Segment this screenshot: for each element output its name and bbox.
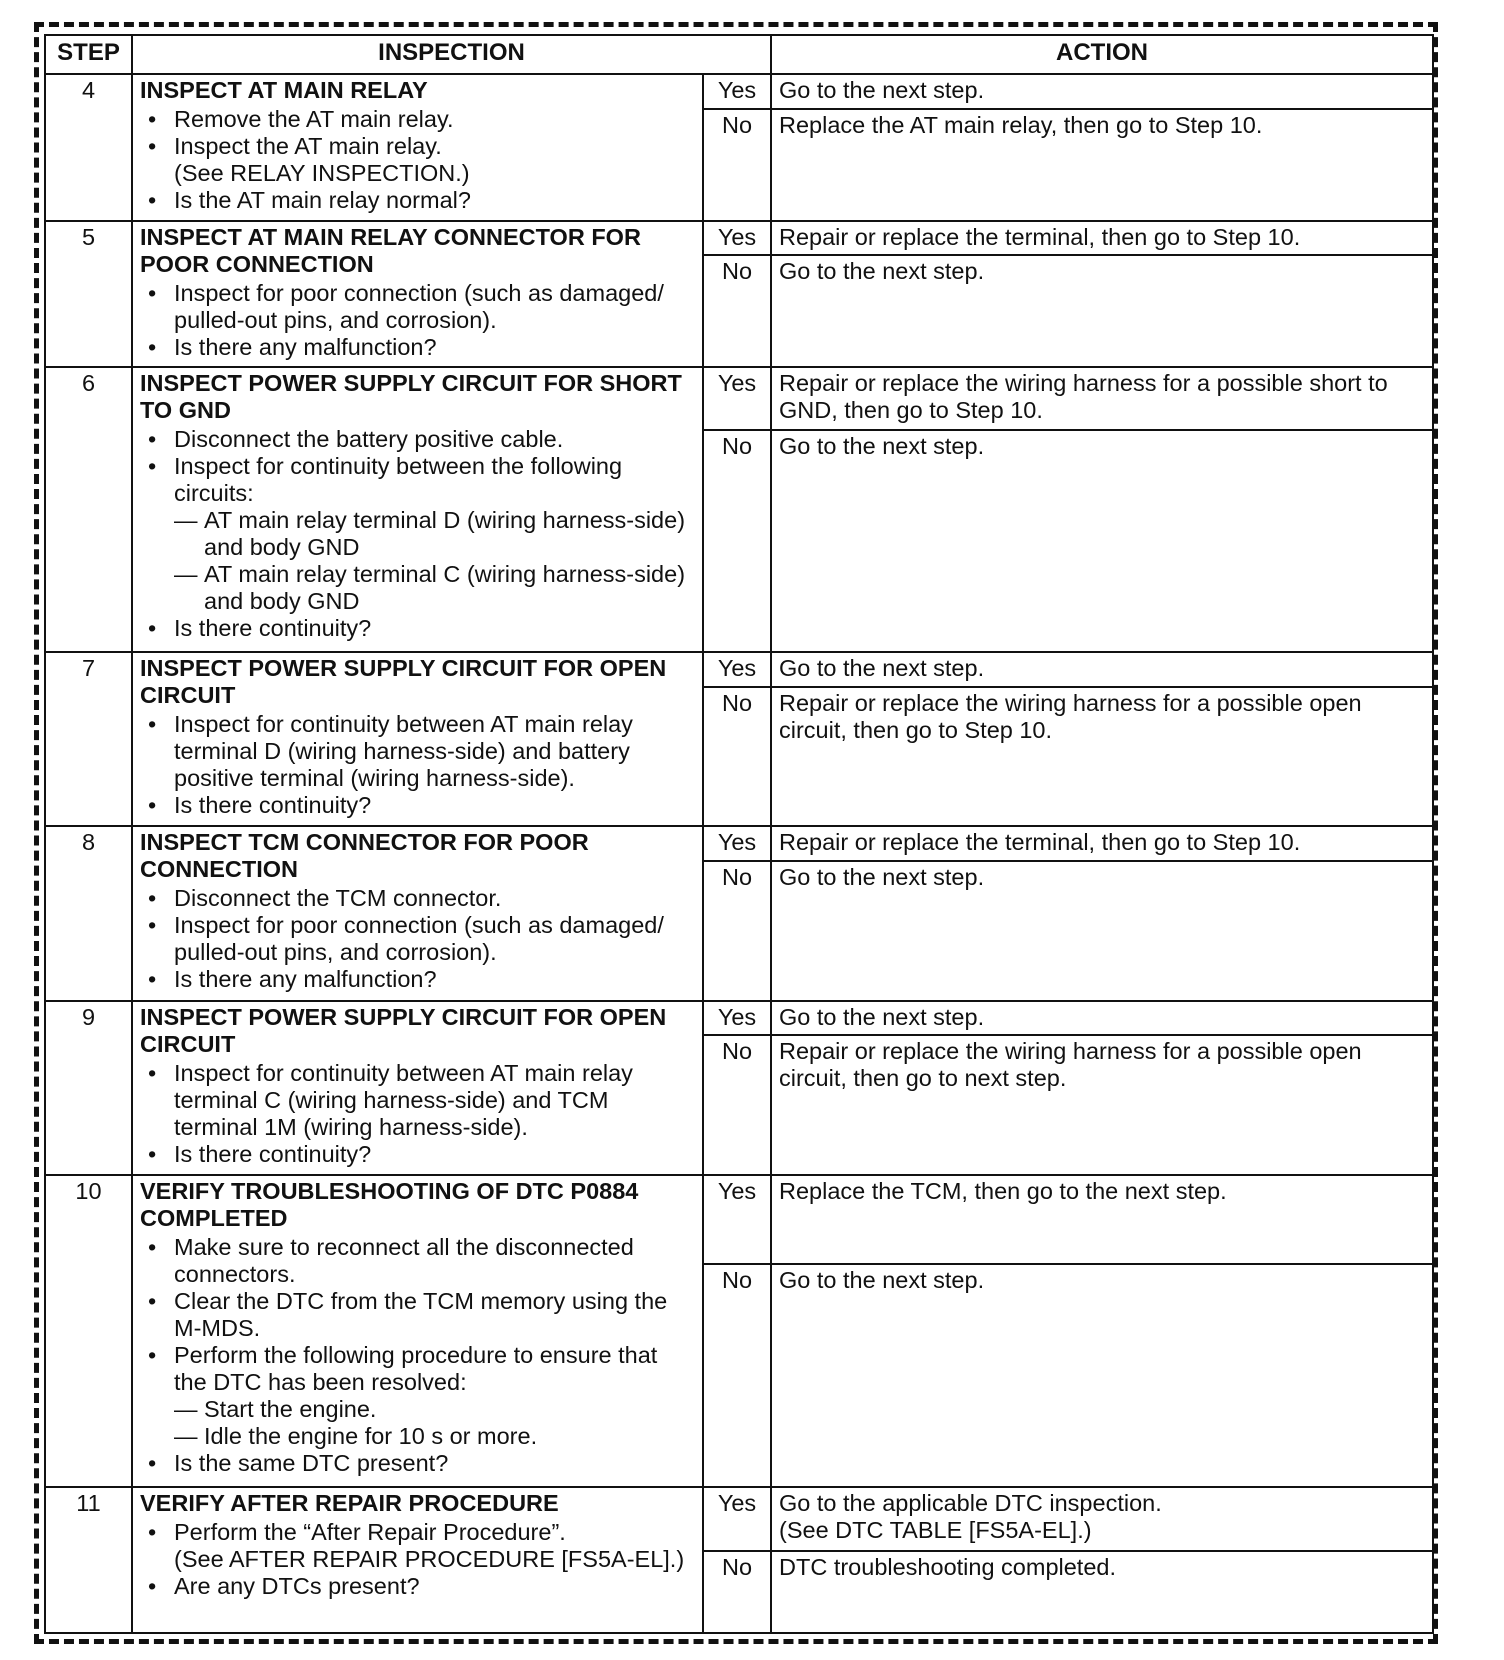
inspection-cell [132, 652, 703, 826]
no-action: Go to the next step. [771, 861, 1433, 1001]
no-action: Replace the AT main relay, then go to Step 10. [771, 109, 1433, 220]
yes-action: Go to the next step. [771, 1001, 1433, 1035]
inspection-bullet: • Clear the DTC from the TCM memory using the M-MDS. [140, 1288, 695, 1342]
sub-item: — Idle the engine for 10 s or more. [174, 1423, 695, 1450]
inspection-bullet: • Is the AT main relay normal? [140, 187, 695, 214]
inspection-bullet: • Inspect for continuity between AT main relay terminal D (wiring harness-side) and battery positive terminal (wiring harness-side). [140, 711, 695, 792]
no-action: Go to the next step. [771, 1264, 1433, 1487]
inspection-bullet [140, 1342, 695, 1450]
inspection-bullet: • Disconnect the battery positive cable. [140, 426, 695, 453]
yes-label: Yes [703, 652, 771, 687]
step-number: 8 [45, 826, 132, 1000]
yes-label: Yes [703, 74, 771, 109]
no-label: No [703, 1551, 771, 1633]
yes-label: Yes [703, 1175, 771, 1264]
no-label: No [703, 109, 771, 220]
bullet-note: (See RELAY INSPECTION.) [174, 160, 470, 186]
inspection-bullet [140, 453, 695, 615]
inspection-cell [132, 1175, 703, 1488]
inspection-title: INSPECT TCM CONNECTOR FOR POOR CONNECTION [140, 829, 589, 883]
yes-label: Yes [703, 1487, 771, 1551]
inspection-title: INSPECT AT MAIN RELAY CONNECTOR FOR POOR CONNECTION [140, 223, 641, 277]
yes-label: Yes [703, 367, 771, 430]
inspection-cell [132, 826, 703, 1000]
troubleshooting-table [44, 34, 1434, 1634]
no-label: No [703, 861, 771, 1001]
no-label: No [703, 687, 771, 826]
step-number: 4 [45, 74, 132, 221]
yes-action-text: Go to the applicable DTC inspection. [779, 1490, 1162, 1517]
step-row-8-yes [45, 826, 1433, 860]
bullet-text: • Perform the “After Repair Procedure”. [174, 1519, 566, 1546]
yes-label: Yes [703, 1001, 771, 1035]
inspection-bullet: • Inspect for poor connection (such as damaged/ pulled-out pins, and corrosion). [140, 912, 695, 966]
step-number: 11 [45, 1487, 132, 1633]
inspection-bullet: • Inspect for continuity between AT main relay terminal C (wiring harness-side) and TCM terminal 1M (wiring harness-side). [140, 1060, 695, 1141]
inspection-bullet [140, 133, 695, 187]
inspection-cell [132, 74, 703, 221]
inspection-cell [132, 1487, 703, 1633]
inspection-title: INSPECT POWER SUPPLY CIRCUIT FOR SHORT TO GND [140, 370, 682, 424]
no-label: No [703, 1264, 771, 1487]
no-label: No [703, 1035, 771, 1175]
no-action: Repair or replace the wiring harness for a possible open circuit, then go to Step 10. [771, 687, 1433, 826]
yes-action [771, 1487, 1433, 1551]
yes-action: Go to the next step. [771, 652, 1433, 687]
step-number: 9 [45, 1001, 132, 1175]
inspection-title: INSPECT POWER SUPPLY CIRCUIT FOR OPEN CIRCUIT [140, 655, 667, 709]
yes-action-note: (See DTC TABLE [FS5A-EL].) [779, 1517, 1092, 1544]
bullet-text: • Inspect the AT main relay. [174, 133, 442, 159]
sub-item: — AT main relay terminal C (wiring harness-side) and body GND [174, 561, 695, 615]
no-label: No [703, 255, 771, 367]
inspection-bullet: • Is there any malfunction? [140, 966, 695, 993]
step-row-5-yes [45, 221, 1433, 255]
inspection-bullet: • Is there continuity? [140, 615, 695, 642]
inspection-bullet: • Is the same DTC present? [140, 1450, 695, 1477]
no-action: DTC troubleshooting completed. [771, 1551, 1433, 1633]
sub-item: — AT main relay terminal D (wiring harness-side) and body GND [174, 507, 695, 561]
sub-item: — Start the engine. [174, 1396, 695, 1423]
step-row-9-yes [45, 1001, 1433, 1035]
inspection-bullet: • Remove the AT main relay. [140, 106, 695, 133]
no-action: Go to the next step. [771, 430, 1433, 652]
no-label: No [703, 430, 771, 652]
inspection-bullet: • Is there continuity? [140, 1141, 695, 1168]
yes-action: Go to the next step. [771, 74, 1433, 109]
bullet-note: (See AFTER REPAIR PROCEDURE [FS5A-EL].) [174, 1546, 685, 1573]
header-action: ACTION [771, 35, 1433, 74]
yes-action: Repair or replace the wiring harness for a possible short to GND, then go to Step 10. [771, 367, 1433, 430]
bullet-text: • Inspect for continuity between the following circuits: [174, 453, 623, 507]
yes-label: Yes [703, 826, 771, 860]
step-row-10-yes [45, 1175, 1433, 1264]
bullet-text: • Perform the following procedure to ensure that the DTC has been resolved: [174, 1341, 658, 1395]
step-number: 7 [45, 652, 132, 826]
inspection-title: VERIFY TROUBLESHOOTING OF DTC P0884 COMPLETED [140, 1177, 639, 1231]
no-action: Go to the next step. [771, 255, 1433, 367]
inspection-bullet: • Are any DTCs present? [140, 1573, 695, 1600]
inspection-bullet [140, 1519, 695, 1573]
inspection-cell [132, 367, 703, 652]
inspection-cell [132, 1001, 703, 1175]
inspection-title: VERIFY AFTER REPAIR PROCEDURE [140, 1490, 559, 1517]
yes-action: Repair or replace the terminal, then go to Step 10. [771, 826, 1433, 860]
yes-action: Repair or replace the terminal, then go to Step 10. [771, 221, 1433, 255]
step-row-11-yes [45, 1487, 1433, 1551]
step-number: 10 [45, 1175, 132, 1488]
step-row-7-yes [45, 652, 1433, 687]
inspection-bullet: • Make sure to reconnect all the disconnected connectors. [140, 1234, 695, 1288]
header-row [45, 35, 1433, 74]
inspection-bullet: • Inspect for poor connection (such as damaged/ pulled-out pins, and corrosion). [140, 280, 695, 334]
step-number: 5 [45, 221, 132, 368]
step-row-6-yes [45, 367, 1433, 430]
inspection-bullet: • Is there continuity? [140, 792, 695, 819]
header-step: STEP [45, 35, 132, 74]
inspection-cell [132, 221, 703, 368]
yes-action: Replace the TCM, then go to the next step. [771, 1175, 1433, 1264]
yes-label: Yes [703, 221, 771, 255]
inspection-title: INSPECT AT MAIN RELAY [140, 77, 428, 103]
header-inspection: INSPECTION [132, 35, 771, 74]
step-number: 6 [45, 367, 132, 652]
no-action: Repair or replace the wiring harness for a possible open circuit, then go to next step. [771, 1035, 1433, 1175]
inspection-bullet: • Is there any malfunction? [140, 334, 695, 361]
step-row-4-yes [45, 74, 1433, 109]
inspection-bullet: • Disconnect the TCM connector. [140, 885, 695, 912]
inspection-title: INSPECT POWER SUPPLY CIRCUIT FOR OPEN CIRCUIT [140, 1003, 667, 1057]
